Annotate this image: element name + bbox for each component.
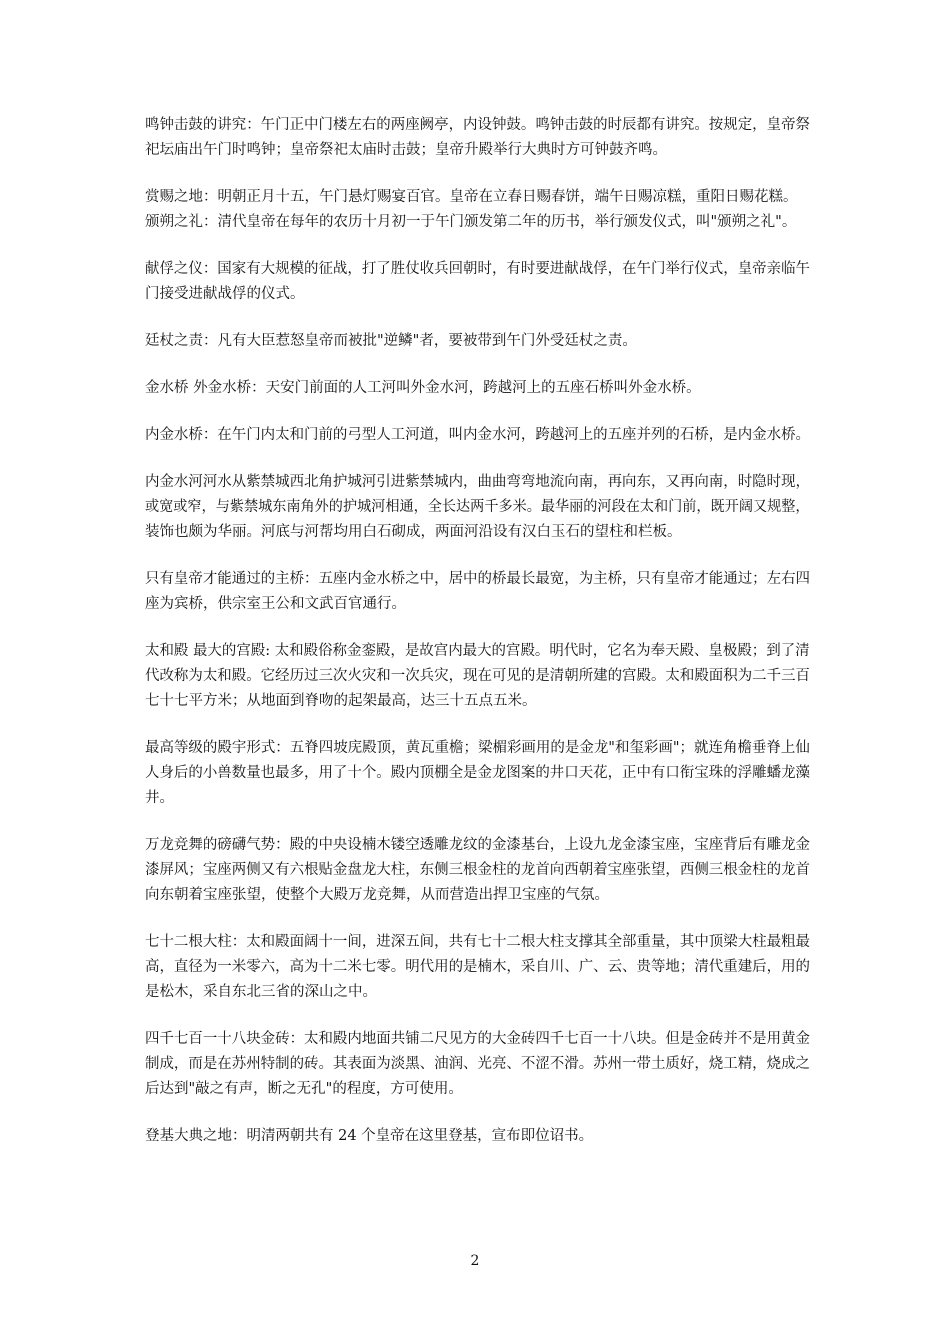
text-line: 门接受进献战俘的仪式。 [145, 286, 305, 302]
text-line: 赏赐之地：明朝正月十五，午门悬灯赐宴百官。皇帝在立春日赐春饼，端午日赐凉糕，重阳日赐花糕。 [145, 189, 798, 205]
text-line: 内金水桥：在午门内太和门前的弓型人工河道，叫内金水河，跨越河上的五座并列的石桥，是内金水桥。 [145, 427, 810, 443]
text-line: 登基大典之地：明清两朝共有 24 个皇帝在这里登基，宣布即位诏书。 [145, 1128, 594, 1144]
text-line: 祀坛庙出午门时鸣钟；皇帝祭祀太庙时击鼓；皇帝升殿举行大典时方可钟鼓齐鸣。 [145, 142, 667, 158]
paragraph [145, 185, 810, 235]
text-line: 七十七平方米；从地面到脊吻的起架最高，达三十五点五米。 [145, 693, 537, 709]
paragraph [145, 567, 810, 617]
text-line: 是松木，采自东北三省的深山之中。 [145, 984, 377, 1000]
paragraph [145, 639, 810, 714]
paragraph [145, 376, 810, 401]
paragraph [145, 736, 810, 811]
text-line: 金水桥 外金水桥：天安门前面的人工河叫外金水河，跨越河上的五座石桥叫外金水桥。 [145, 380, 701, 396]
text-line: 制成，而是在苏州特制的砖。其表面为淡黑、油润、光亮、不涩不滑。苏州一带土质好，烧工精，烧成之 [145, 1056, 810, 1072]
paragraph [145, 113, 810, 163]
text-line: 内金水河河水从紫禁城西北角护城河引进紫禁城内，曲曲弯弯地流向南，再向东，又再向南，时隐时现， [145, 474, 810, 490]
paragraph [145, 470, 810, 545]
paragraph [145, 423, 810, 448]
text-line: 漆屏风；宝座两侧又有六根贴金盘龙大柱，东侧三根金柱的龙首向西朝着宝座张望，西侧三根金柱的龙首 [145, 862, 810, 878]
text-line: 或宽或窄，与紫禁城东南角外的护城河相通，全长达两千多米。最华丽的河段在太和门前，既开阔又规整， [145, 499, 810, 515]
paragraph [145, 930, 810, 1005]
text-line: 廷杖之责：凡有大臣惹怒皇帝而被批"逆鳞"者，要被带到午门外受廷杖之责。 [145, 333, 637, 349]
body-text [145, 113, 810, 1171]
text-line: 后达到"敲之有声，断之无孔"的程度，方可使用。 [145, 1081, 463, 1097]
text-line: 最高等级的殿宇形式：五脊四坡庑殿顶，黄瓦重檐；梁楣彩画用的是金龙"和玺彩画"；就连角檐垂脊上仙 [145, 740, 810, 756]
text-line: 装饰也颇为华丽。河底与河帮均用白石砌成，两面河沿设有汉白玉石的望柱和栏板。 [145, 524, 682, 540]
text-line: 只有皇帝才能通过的主桥：五座内金水桥之中，居中的桥最长最宽，为主桥，只有皇帝才能通过；左右四 [145, 571, 810, 587]
text-line: 颁朔之礼：清代皇帝在每年的农历十月初一于午门颁发第二年的历书，举行颁发仪式，叫"颁朔之礼"。 [145, 214, 797, 230]
text-line: 井。 [145, 790, 174, 806]
text-line: 献俘之仪：国家有大规模的征战，打了胜仗收兵回朝时，有时要进献战俘，在午门举行仪式，皇帝亲临午 [145, 261, 810, 277]
paragraph [145, 329, 810, 354]
text-line: 高，直径为一米零六，高为十二米七零。明代用的是楠木，采自川、广、云、贵等地；清代重建后，用的 [145, 959, 810, 975]
text-line: 座为宾桥，供宗室王公和文武百官通行。 [145, 596, 406, 612]
text-line: 人身后的小兽数量也最多，用了十个。殿内顶棚全是金龙图案的井口天花，正中有口衔宝珠的浮雕蟠龙藻 [145, 765, 810, 781]
paragraph [145, 1124, 810, 1149]
text-line: 太和殿 最大的宫殿: 太和殿俗称金銮殿，是故宫内最大的宫殿。明代时，它名为奉天殿、皇极殿；到了清 [145, 643, 810, 659]
text-line: 代改称为太和殿。它经历过三次火灾和一次兵灾，现在可见的是清朝所建的宫殿。太和殿面积为二千三百 [145, 668, 810, 684]
text-line: 万龙竞舞的磅礴气势：殿的中央设楠木镂空透雕龙纹的金漆基台，上设九龙金漆宝座，宝座背后有雕龙金 [145, 837, 810, 853]
text-line: 鸣钟击鼓的讲究：午门正中门楼左右的两座阙亭，内设钟鼓。鸣钟击鼓的时辰都有讲究。按规定，皇帝祭 [145, 117, 810, 133]
paragraph [145, 833, 810, 908]
text-line: 四千七百一十八块金砖：太和殿内地面共铺二尺见方的大金砖四千七百一十八块。但是金砖并不是用黄金 [145, 1031, 810, 1047]
text-line: 七十二根大柱：太和殿面阔十一间，进深五间，共有七十二根大柱支撑其全部重量，其中顶梁大柱最粗最 [145, 934, 810, 950]
page-number: 2 [470, 1253, 480, 1269]
text-line: 向东朝着宝座张望，使整个大殿万龙竞舞，从而营造出捍卫宝座的气氛。 [145, 887, 609, 903]
paragraph [145, 257, 810, 307]
paragraph [145, 1027, 810, 1102]
